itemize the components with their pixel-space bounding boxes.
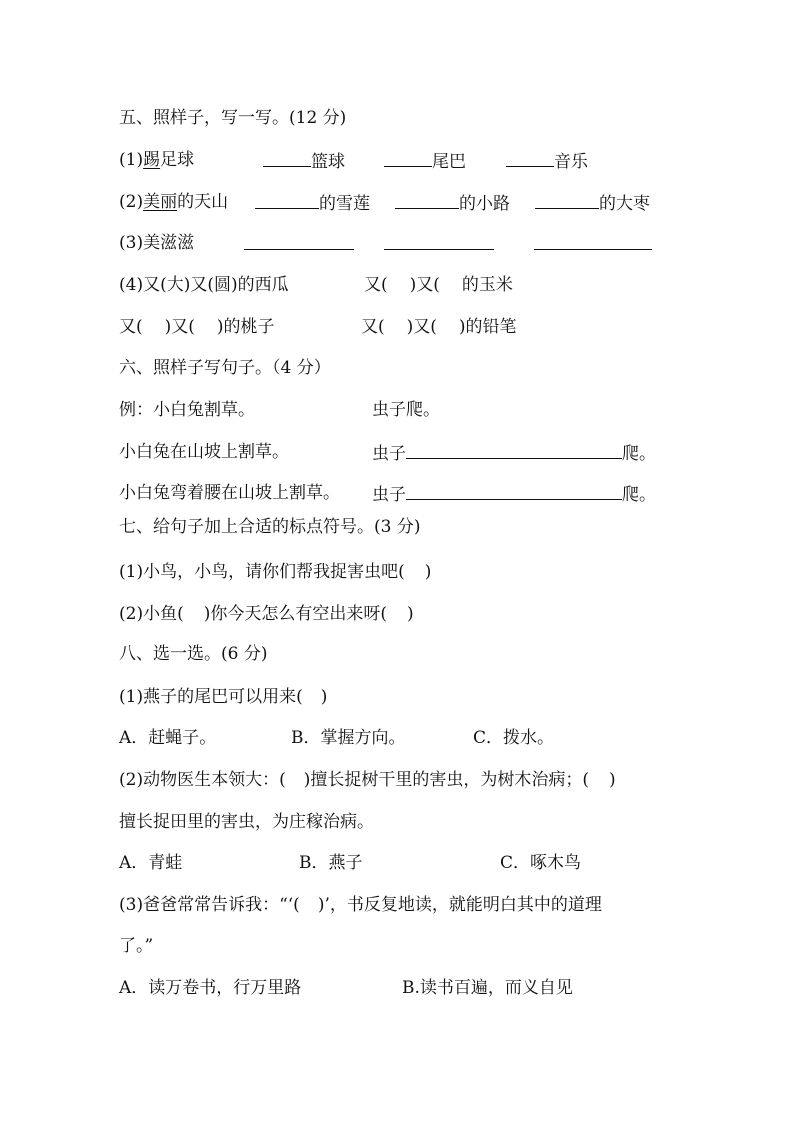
s8-q1-stem-close: ) (320, 687, 328, 707)
s5-q2-item3 (535, 190, 650, 214)
s5-q2-word2: 的小路 (459, 194, 510, 214)
s5-q4-b3: 的玉米 (461, 275, 513, 295)
s8-q2-text-b: )擅长捉树干里的害虫，为树木治病；( (303, 770, 589, 790)
s5-q3-blank1-wrap (244, 231, 354, 255)
s5-q1-example-rest: 足球 (160, 150, 195, 170)
s5-q2-word3: 的大枣 (599, 194, 650, 214)
s8-q1-stem-text: (1)燕子的尾巴可以用来( (119, 687, 303, 707)
section5-title: 五、照样子，写一写。(12 分) (119, 108, 347, 128)
s6-row2-right (372, 440, 656, 464)
section6-title: 六、照样子写句子。（4 分） (119, 358, 331, 378)
s8-q3-line2: 了。” (119, 936, 154, 956)
s6-row2-left: 小白兔在山坡上割草。 (119, 442, 289, 462)
s7-q2-close: ) (406, 604, 414, 624)
s6-row2-subject: 虫子 (372, 444, 406, 464)
s5-q3-row: (3)美滋滋 (119, 233, 195, 253)
s5-q4-d1: 又( (361, 317, 385, 337)
section8-title: 八、选一选。(6 分) (119, 644, 268, 664)
s8-q2-line1 (119, 768, 616, 792)
s6-row2-verb: 爬。 (622, 444, 656, 464)
s8-q2-text-a: (2)动物医生本领大：( (119, 770, 286, 790)
s5-q3-blank3-wrap (534, 231, 652, 255)
s8-q1-option-a[interactable]: A．赶蝇子。 (119, 728, 217, 748)
s5-q4-b1: 又( (364, 275, 388, 295)
s5-q2-example-rest: 的天山 (177, 192, 229, 212)
answer-blank[interactable] (406, 481, 622, 500)
s5-q1-row (119, 148, 194, 172)
s8-q1-stem (119, 685, 327, 709)
s5-q2-row (119, 190, 228, 214)
answer-blank[interactable] (263, 148, 311, 167)
s8-q2-close: ) (608, 770, 616, 790)
s5-q2-num: (2) (119, 192, 144, 212)
answer-blank[interactable] (534, 231, 652, 250)
s6-row3-left: 小白兔弯着腰在山坡上割草。 (119, 483, 340, 503)
answer-blank[interactable] (244, 231, 354, 250)
s8-q3-text-b: )’，书反复地读，就能明白其中的道理 (317, 895, 602, 915)
s8-q1-option-c[interactable]: C．拨水。 (473, 728, 555, 748)
s8-q2-option-b[interactable]: B．燕子 (299, 853, 363, 873)
s5-q1-num: (1) (119, 150, 144, 170)
s8-q3-option-b[interactable]: B.读书百遍，而义自见 (402, 978, 573, 998)
answer-blank[interactable] (406, 440, 622, 459)
s5-q2-item2 (395, 190, 510, 214)
s8-q2-option-a[interactable]: A．青蛙 (119, 853, 183, 873)
s5-q4-d3: )的铅笔 (458, 317, 517, 337)
answer-blank[interactable] (384, 231, 494, 250)
s8-q1-option-b[interactable]: B．掌握方向。 (291, 728, 406, 748)
s7-q1-close: ) (424, 562, 432, 582)
s5-q4-item-d (361, 315, 517, 339)
s5-q2-example-adj: 美丽 (143, 192, 178, 212)
s6-row3-verb: 爬。 (622, 485, 656, 505)
s5-q1-item1 (263, 148, 345, 172)
s5-q1-example-verb: 踢 (143, 150, 161, 170)
answer-blank[interactable] (255, 190, 319, 209)
s5-q4-item-b (364, 273, 513, 297)
answer-blank[interactable] (384, 148, 432, 167)
s8-q2-line2: 擅长捉田里的害虫，为庄稼治病。 (119, 812, 374, 832)
s6-row3-subject: 虫子 (372, 485, 406, 505)
s7-q2 (119, 602, 414, 626)
s5-q3-blank2-wrap (384, 231, 494, 255)
s7-q1 (119, 560, 431, 584)
s5-q1-word3: 音乐 (554, 152, 588, 172)
s7-q2-text-b: )你今天怎么有空出来呀( (203, 604, 387, 624)
s6-row1-right: 虫子爬。 (372, 400, 440, 420)
s5-q4-d2: )又( (406, 317, 437, 337)
section7-title: 七、给句子加上合适的标点符号。(3 分) (119, 517, 421, 537)
answer-blank[interactable] (535, 190, 599, 209)
s5-q1-word1: 篮球 (311, 152, 345, 172)
s6-row3-right (372, 481, 656, 505)
answer-blank[interactable] (395, 190, 459, 209)
s8-q3-option-a[interactable]: A．读万卷书，行万里路 (119, 978, 302, 998)
s6-row1-left: 例：小白兔割草。 (119, 400, 255, 420)
s5-q2-word1: 的雪莲 (319, 194, 370, 214)
s5-q2-item1 (255, 190, 370, 214)
s5-q4-c2: )又( (164, 317, 195, 337)
answer-blank[interactable] (506, 148, 554, 167)
s5-q1-item2 (384, 148, 466, 172)
s5-q4-example: (4)又(大)又(圆)的西瓜 (119, 275, 289, 295)
s5-q1-item3 (506, 148, 588, 172)
s5-q4-b2: )又( (409, 275, 440, 295)
s5-q1-word2: 尾巴 (432, 152, 466, 172)
s8-q3-text-a: (3)爸爸常常告诉我：“‘( (119, 895, 300, 915)
s5-q4-item-c (119, 315, 275, 339)
s8-q2-option-c[interactable]: C．啄木鸟 (500, 853, 582, 873)
s5-q4-c1: 又( (119, 317, 143, 337)
s5-q4-c3: )的桃子 (216, 317, 275, 337)
s7-q1-text: (1)小鸟，小鸟，请你们帮我捉害虫吧( (119, 562, 405, 582)
s8-q3-line1 (119, 893, 602, 917)
s7-q2-text-a: (2)小鱼( (119, 604, 184, 624)
